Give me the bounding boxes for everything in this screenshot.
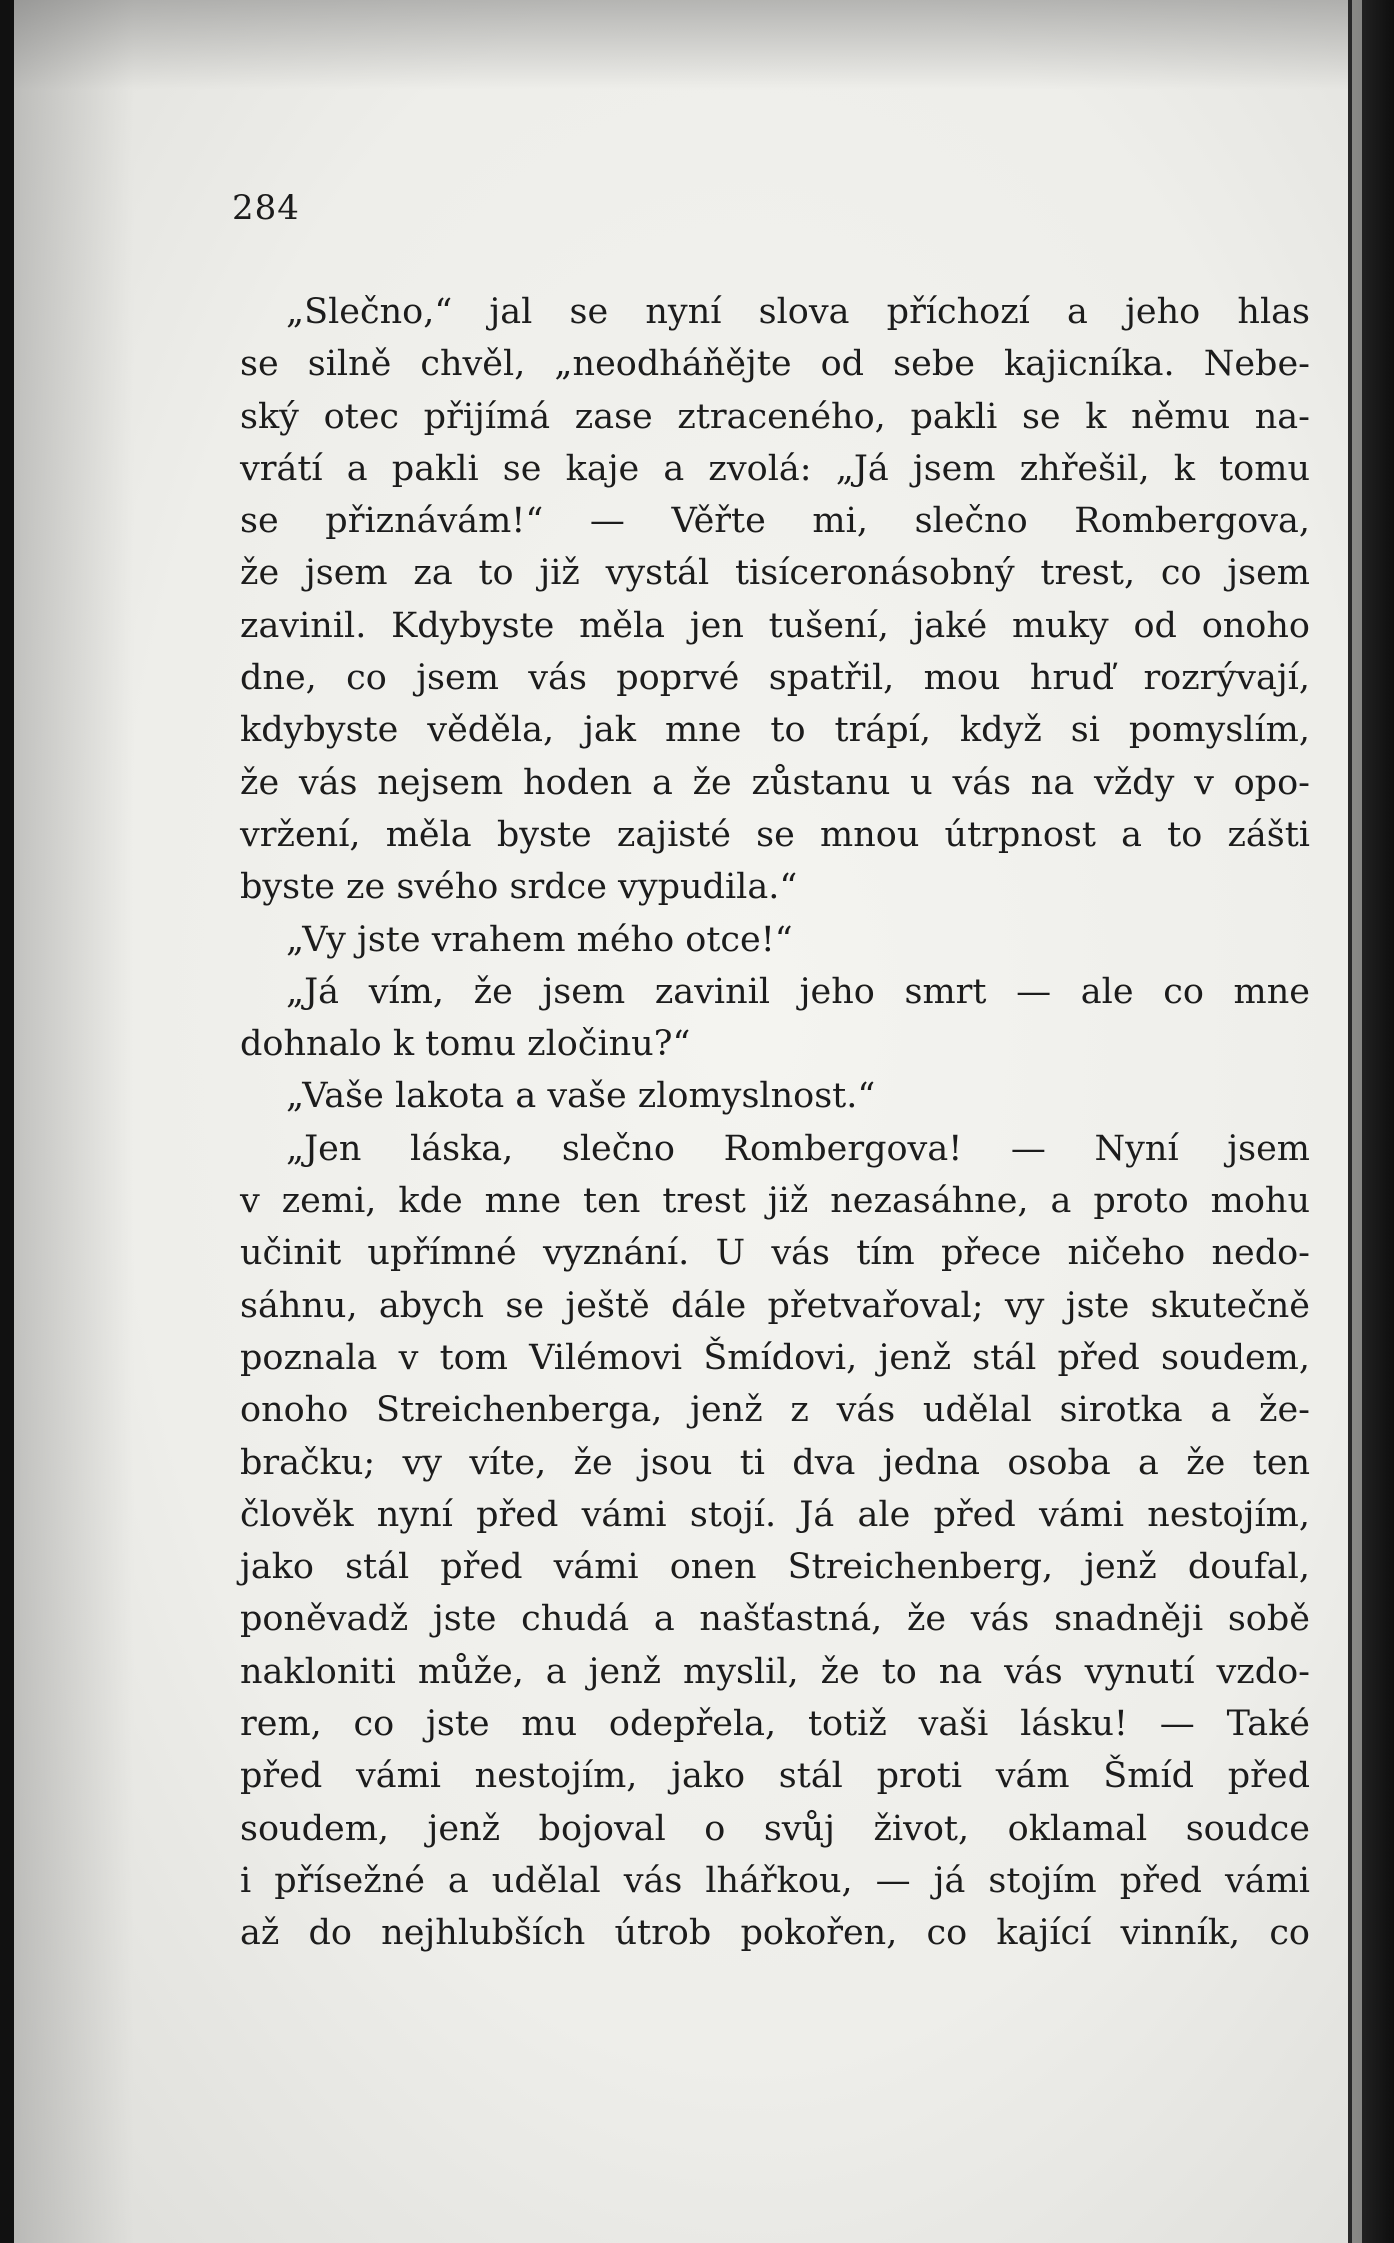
text-line: nakloniti může, a jenž myslil, že to na vás vynutí vzdo- xyxy=(240,1651,1310,1692)
text-line: v zemi, kde mne ten trest již nezasáhne, a proto mohu xyxy=(240,1181,1310,1222)
text-line: „Slečno,“ jal se nyní slova příchozí a jeho hlas xyxy=(286,292,1310,332)
text-line: dne, co jsem vás poprvé spatřil, mou hruď rozrývají, xyxy=(240,658,1310,699)
text-line: onoho Streichenberga, jenž z vás udělal sirotka a že- xyxy=(240,1390,1310,1431)
adjacent-page-edge xyxy=(1352,0,1362,2243)
text-line: sáhnu, abych se ještě dále přetvařoval; vy jste skutečně xyxy=(240,1285,1310,1326)
text-line: „Vy jste vrahem mého otce!“ xyxy=(286,919,793,960)
text-line: „Vaše lakota a vaše zlomyslnost.“ xyxy=(286,1076,876,1117)
text-line: poněvadž jste chudá a našťastná, že vás snadněji sobě xyxy=(240,1599,1310,1640)
text-line: „Jen láska, slečno Rombergova! — Nyní jsem xyxy=(286,1128,1310,1169)
text-line: „Já vím, že jsem zavinil jeho smrt — ale co mne xyxy=(286,971,1310,1012)
text-line: člověk nyní před vámi stojí. Já ale před vámi nestojím, xyxy=(240,1494,1310,1535)
book-page xyxy=(14,0,1348,2243)
text-line: i přísežné a udělal vás lhářkou, — já stojím před vámi xyxy=(240,1860,1310,1901)
text-line: bračku; vy víte, že jsou ti dva jedna osoba a že ten xyxy=(240,1442,1310,1483)
text-line: učinit upřímné vyznání. U vás tím přece ničeho nedo- xyxy=(240,1233,1310,1274)
text-line: poznala v tom Vilémovi Šmídovi, jenž stál před soudem, xyxy=(240,1337,1310,1378)
text-line: se přiznávám!“ — Věřte mi, slečno Rombergova, xyxy=(240,501,1310,542)
text-line: zavinil. Kdybyste měla jen tušení, jaké muky od onoho xyxy=(240,605,1310,646)
body-text xyxy=(240,286,1310,1960)
text-line: vrátí a pakli se kaje a zvolá: „Já jsem zhřešil, k tomu xyxy=(240,448,1310,489)
text-line: jako stál před vámi onen Streichenberg, jenž doufal, xyxy=(240,1547,1310,1588)
text-line: až do nejhlubších útrob pokořen, co kající vinník, co xyxy=(240,1913,1310,1954)
text-line: kdybyste věděla, jak mne to trápí, když si pomyslím, xyxy=(240,710,1310,751)
page-number: 284 xyxy=(232,188,300,228)
text-line: dohnalo k tomu zločinu?“ xyxy=(240,1024,691,1065)
text-line: se silně chvěl, „neodháňějte od sebe kajicníka. Nebe- xyxy=(240,344,1310,385)
text-line: rem, co jste mu odepřela, totiž vaši lásku! — Také xyxy=(240,1704,1310,1745)
text-line: vržení, měla byste zajisté se mnou útrpnost a to zášti xyxy=(240,814,1310,855)
text-line: že vás nejsem hoden a že zůstanu u vás na vždy v opo- xyxy=(240,762,1310,803)
text-line: byste ze svého srdce vypudila.“ xyxy=(240,867,798,908)
text-line: že jsem za to již vystál tisíceronásobný trest, co jsem xyxy=(240,553,1310,594)
text-line: soudem, jenž bojoval o svůj život, oklamal soudce xyxy=(240,1808,1310,1849)
text-line: před vámi nestojím, jako stál proti vám Šmíd před xyxy=(240,1756,1310,1797)
text-line: ský otec přijímá zase ztraceného, pakli se k němu na- xyxy=(240,396,1310,437)
